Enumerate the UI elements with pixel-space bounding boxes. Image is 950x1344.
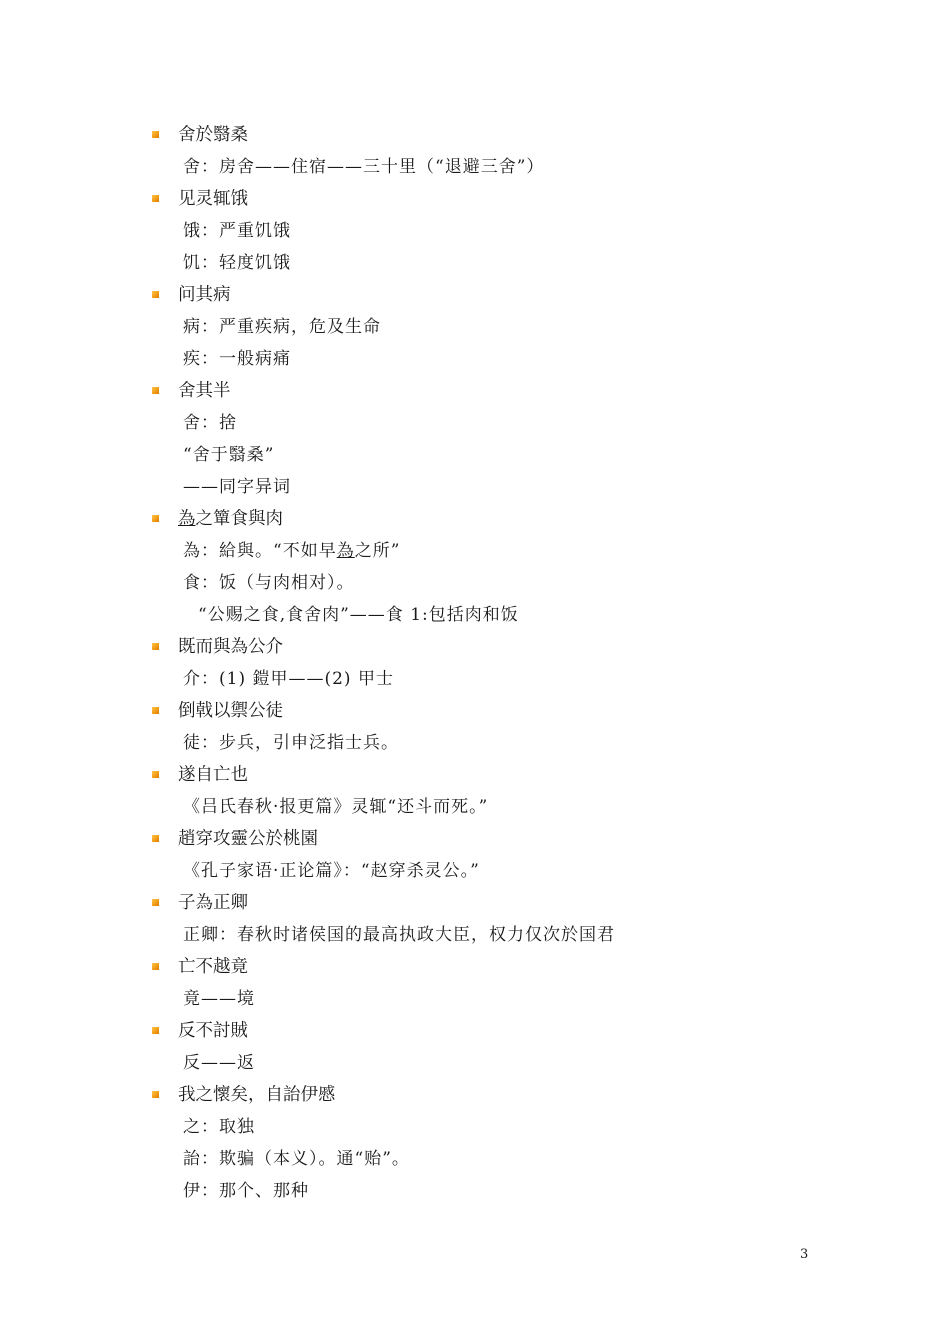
sub-note [150, 983, 850, 1015]
sub-note [150, 663, 850, 695]
note-text: 舍：捨 [183, 413, 237, 433]
note-text: 介：(1) 鎧甲——(2) 甲士 [183, 669, 394, 689]
note-text: 竟——境 [183, 989, 255, 1009]
note-text: 《吕氏春秋·报更篇》灵辄“还斗而死。” [183, 797, 489, 817]
note-text: “舍于翳桑” [183, 445, 275, 465]
bullet-text: 亡不越竟 [178, 957, 248, 977]
underlined-char: 為 [336, 541, 355, 561]
bullet-text: 反不討賊 [178, 1021, 248, 1041]
bullet-item [150, 759, 850, 791]
square-bullet-icon [152, 707, 159, 714]
square-bullet-icon [152, 771, 159, 778]
bullet-item [150, 695, 850, 727]
bullet-text: 遂自亡也 [178, 765, 248, 785]
bullet-text: 见灵辄饿 [178, 189, 248, 209]
bullet-text: 倒戟以禦公徒 [178, 701, 283, 721]
square-bullet-icon [152, 1027, 159, 1034]
square-bullet-icon [152, 291, 159, 298]
note-text: ——同字异词 [183, 477, 291, 497]
note-text: 《孔子家语·正论篇》：“赵穿杀灵公。” [183, 861, 480, 881]
sub-note [150, 215, 850, 247]
square-bullet-icon [152, 963, 159, 970]
bullet-item [150, 631, 850, 663]
bullet-text: 舍於翳桑 [178, 125, 248, 145]
bullet-text: 我之懷矣，自詒伊慼 [178, 1085, 336, 1105]
square-bullet-icon [152, 195, 159, 202]
bullet-text: 之簞食與肉 [195, 509, 283, 529]
note-text: 饿：严重饥饿 [183, 221, 291, 241]
note-text: 饥：轻度饥饿 [183, 253, 291, 273]
square-bullet-icon [152, 899, 159, 906]
note-text: 舍：房舍——住宿——三十里（“退避三舍”） [183, 157, 545, 177]
bullet-text: 既而與為公介 [178, 637, 283, 657]
notes-list [150, 119, 850, 1207]
sub-note [150, 151, 850, 183]
note-text: 反——返 [183, 1053, 255, 1073]
square-bullet-icon [152, 1091, 159, 1098]
sub-note [150, 1047, 850, 1079]
sub-note [150, 1111, 850, 1143]
bullet-item [150, 279, 850, 311]
sub-note [150, 567, 850, 599]
sub-note [150, 471, 850, 503]
sub-note [150, 791, 850, 823]
sub-note [150, 535, 850, 567]
note-text: 徒：步兵，引申泛指士兵。 [183, 733, 399, 753]
note-text: “公赐之食,食舍肉”——食 1:包括肉和饭 [198, 605, 519, 625]
bullet-item [150, 951, 850, 983]
sub-note [150, 599, 850, 631]
note-text: 食：饭（与肉相对）。 [183, 573, 355, 593]
bullet-text: 子為正卿 [178, 893, 248, 913]
bullet-item [150, 119, 850, 151]
square-bullet-icon [152, 835, 159, 842]
sub-note [150, 727, 850, 759]
note-text: 正卿：春秋时诸侯国的最高执政大臣，权力仅次於国君 [183, 925, 615, 945]
bullet-item [150, 1079, 850, 1111]
note-text: 詒：欺骗（本义）。通“贻”。 [183, 1149, 410, 1169]
sub-note [150, 1143, 850, 1175]
sub-note [150, 247, 850, 279]
sub-note [150, 855, 850, 887]
bullet-text: 舍其半 [178, 381, 231, 401]
bullet-text: 趙穿攻靈公於桃園 [178, 829, 318, 849]
underlined-char: 為 [178, 509, 196, 529]
square-bullet-icon [152, 515, 159, 522]
note-text: 之所” [354, 541, 401, 561]
square-bullet-icon [152, 131, 159, 138]
note-text: 病：严重疾病，危及生命 [183, 317, 381, 337]
bullet-item [150, 823, 850, 855]
note-text: 之：取独 [183, 1117, 255, 1137]
bullet-item [150, 375, 850, 407]
sub-note [150, 439, 850, 471]
note-text: 疾：一般病痛 [183, 349, 291, 369]
bullet-item [150, 183, 850, 215]
sub-note [150, 311, 850, 343]
sub-note [150, 919, 850, 951]
sub-note [150, 343, 850, 375]
square-bullet-icon [152, 643, 159, 650]
square-bullet-icon [152, 387, 159, 394]
sub-note [150, 1175, 850, 1207]
note-text: 為：給與。“不如早 [183, 541, 337, 561]
sub-note [150, 407, 850, 439]
note-text: 伊：那个、那种 [183, 1181, 309, 1201]
bullet-item [150, 887, 850, 919]
bullet-text: 问其病 [178, 285, 231, 305]
bullet-item [150, 1015, 850, 1047]
bullet-item [150, 503, 850, 535]
page-number: 3 [800, 1247, 809, 1262]
